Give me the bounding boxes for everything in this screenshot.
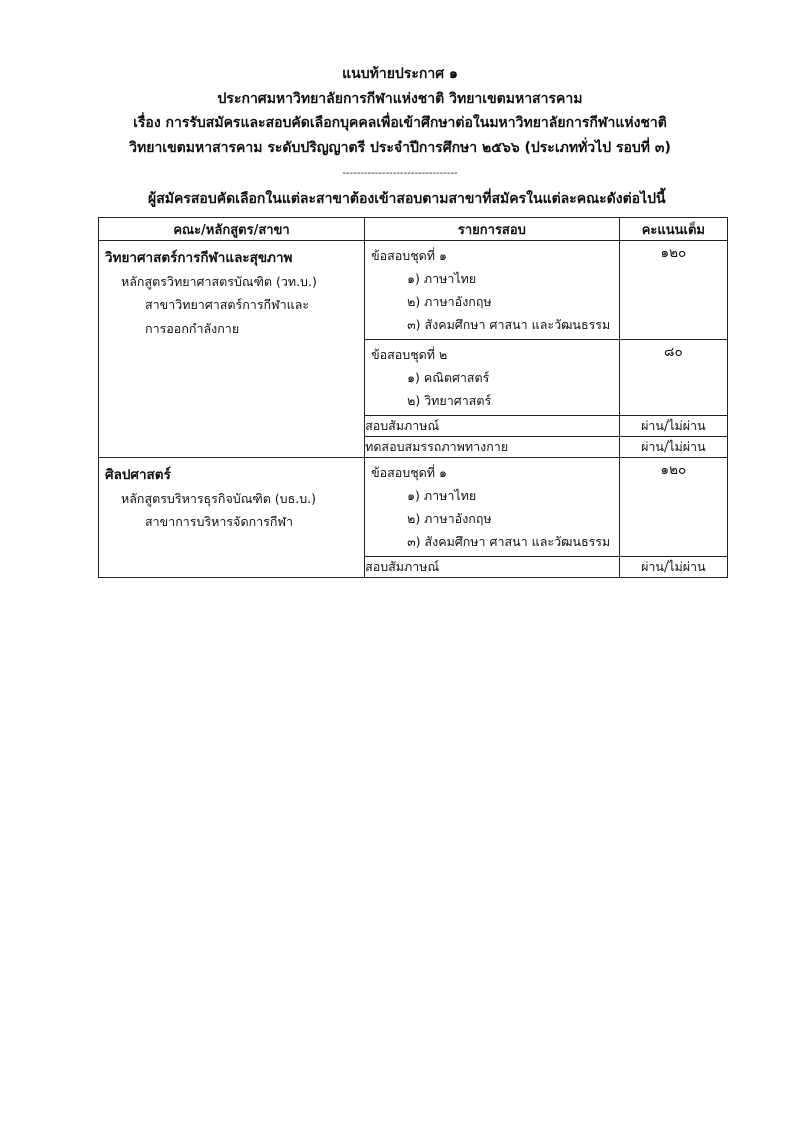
score-cell: ๑๒๐: [619, 458, 727, 557]
score-cell: ๑๒๐: [619, 241, 727, 340]
exam-set-cell: [365, 340, 620, 416]
extra-test-score: ผ่าน/ไม่ผ่าน: [619, 437, 727, 458]
extra-test-name: สอบสัมภาษณ์: [365, 416, 620, 437]
exam-set-title: ข้อสอบชุดที่ ๒: [371, 347, 448, 362]
extra-test-score: ผ่าน/ไม่ผ่าน: [619, 557, 727, 578]
table-row: [99, 241, 728, 340]
exam-item: ๑) ภาษาไทย: [407, 488, 477, 503]
exam-item: ๒) ภาษาอังกฤษ: [407, 294, 492, 309]
header-exam-list: รายการสอบ: [365, 218, 620, 241]
exam-item: ๑) คณิตศาสตร์: [407, 370, 490, 385]
major-name-cont: การออกกำลังกาย: [145, 321, 240, 336]
header-line-2: ประกาศมหาวิทยาลัยการกีฬาแห่งชาติ วิทยาเขตมหาสารคาม: [217, 90, 583, 107]
extra-test-name: สอบสัมภาษณ์: [365, 557, 620, 578]
exam-set-cell: [365, 458, 620, 557]
faculty-cell: [99, 458, 365, 578]
header-full-score: คะแนนเต็ม: [619, 218, 727, 241]
exam-item: ๓) สังคมศึกษา ศาสนา และวัฒนธรรม: [407, 317, 611, 332]
extra-test-score: ผ่าน/ไม่ผ่าน: [619, 416, 727, 437]
header-line-1: แนบท้ายประกาศ ๑: [342, 66, 458, 82]
table-header-row: [99, 218, 728, 241]
exam-item: ๒) วิทยาศาสตร์: [407, 393, 492, 408]
program-name: หลักสูตรบริหารธุรกิจบัณฑิต (บธ.บ.): [121, 491, 316, 506]
program-name: หลักสูตรวิทยาศาสตรบัณฑิต (วท.บ.): [121, 274, 317, 289]
faculty-cell: [99, 241, 365, 458]
document-header: [0, 62, 800, 160]
major-name: สาขาวิทยาศาสตร์การกีฬาและ: [145, 297, 310, 312]
exam-item: ๓) สังคมศึกษา ศาสนา และวัฒนธรรม: [407, 534, 611, 549]
header-faculty: คณะ/หลักสูตร/สาขา: [99, 218, 365, 241]
extra-test-name: ทดสอบสมรรถภาพทางกาย: [365, 437, 620, 458]
exam-item: ๒) ภาษาอังกฤษ: [407, 511, 492, 526]
exam-table: [98, 217, 728, 578]
exam-set-title: ข้อสอบชุดที่ ๑: [371, 465, 447, 480]
exam-set-cell: [365, 241, 620, 340]
intro-text: ผู้สมัครสอบคัดเลือกในแต่ละสาขาต้องเข้าสอบตามสาขาที่สมัครในแต่ละคณะดังต่อไปนี้: [148, 191, 666, 207]
exam-item: ๑) ภาษาไทย: [407, 271, 477, 286]
faculty-name: ศิลปศาสตร์: [105, 467, 171, 483]
exam-set-title: ข้อสอบชุดที่ ๑: [371, 248, 447, 263]
header-divider: --------------------------------: [342, 168, 458, 179]
table-row: [99, 458, 728, 557]
header-line-4: วิทยาเขตมหาสารคาม ระดับปริญญาตรี ประจำปีการศึกษา ๒๕๖๖ (ประเภททั่วไป รอบที่ ๓): [129, 139, 671, 156]
faculty-name: วิทยาศาสตร์การกีฬาและสุขภาพ: [105, 250, 293, 266]
header-line-3: เรื่อง การรับสมัครและสอบคัดเลือกบุคคลเพื่อเข้าศึกษาต่อในมหาวิทยาลัยการกีฬาแห่งชาติ: [133, 115, 667, 131]
score-cell: ๘๐: [619, 340, 727, 416]
major-name: สาขาการบริหารจัดการกีฬา: [145, 514, 294, 529]
